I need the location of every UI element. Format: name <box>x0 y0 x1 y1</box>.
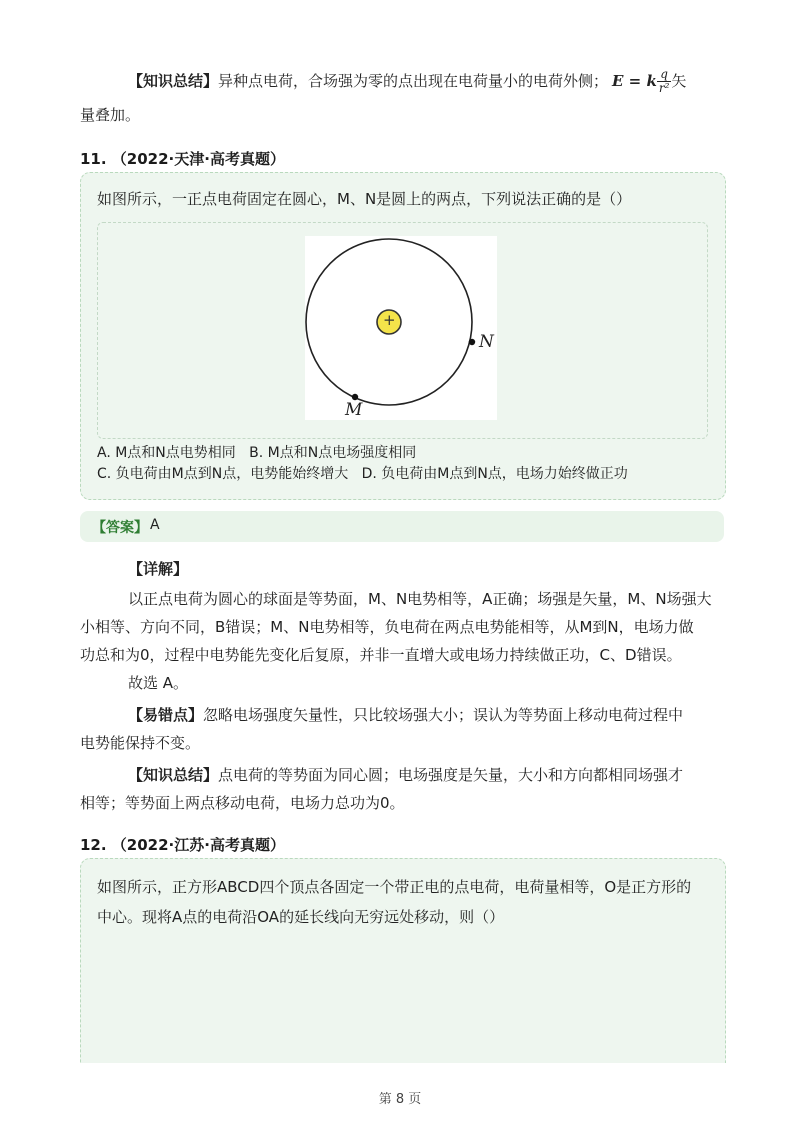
charge-plus-sign: + <box>383 311 396 329</box>
question-11-stem: 如图所示，一正点电荷固定在圆心，M、N是圆上的两点，下列说法正确的是（） <box>97 190 632 208</box>
knowledge-summary-text-1: 点电荷的等势面为同心圆；电场强度是矢量，大小和方向都相同场强才 <box>218 766 684 784</box>
question-12-header: 12. （2022·江苏·高考真题） <box>80 836 285 854</box>
choose-line: 故选 A。 <box>128 674 189 692</box>
question-11-options-row-2: C. 负电荷由M点到N点，电势能始终增大 D. 负电荷由M点到N点，电场力始终做正功 <box>97 466 628 482</box>
error-text-1: 忽略电场强度矢量性，只比较场强大小；误认为等势面上移动电荷过程中 <box>203 706 684 724</box>
detail-line-2: 小相等、方向不同，B错误；M、N电势相等，负电荷在两点电势能相等，从M到N，电场力做 <box>80 618 694 636</box>
label-n: N <box>479 332 494 352</box>
top-summary-line-1 <box>128 66 728 96</box>
top-summary-line-2: 量叠加。 <box>80 106 141 124</box>
detail-line-1: 以正点电荷为圆心的球面是等势面，M、N电势相等，A正确；场强是矢量，M、N场强大 <box>128 590 712 608</box>
detail-label: 【详解】 <box>128 560 189 578</box>
formula-numerator: q <box>657 68 672 82</box>
point-n-dot <box>469 339 475 345</box>
summary-label: 【知识总结】 <box>128 72 219 90</box>
formula-lhs: E = k <box>612 72 657 90</box>
knowledge-summary-label: 【知识总结】 <box>128 766 219 784</box>
question-11-header: 11. （2022·天津·高考真题） <box>80 150 285 168</box>
circle-diagram <box>305 236 497 420</box>
summary-text: 异种点电荷，合场强为零的点出现在电荷量小的电荷外侧； <box>218 72 609 90</box>
question-12-stem-line-2: 中心。现将A点的电荷沿OA的延长线向无穷远处移动，则（） <box>97 908 505 926</box>
detail-line-3: 功总和为0，过程中电势能先变化后复原，并非一直增大或电场力持续做正功，C、D错误。 <box>80 646 682 664</box>
answer-label: 【答案】 <box>92 520 148 536</box>
error-line-1 <box>128 700 683 730</box>
answer-bar <box>80 511 724 542</box>
page-number: 第 8 页 <box>378 1092 422 1107</box>
question-11-options-row-1: A. M点和N点电势相同 B. M点和N点电场强度相同 <box>97 445 417 461</box>
error-line-2: 电势能保持不变。 <box>80 734 201 752</box>
answer-value: A <box>150 517 160 533</box>
circle-figure <box>305 236 497 420</box>
knowledge-summary-line-1 <box>128 760 683 790</box>
summary-tail-1: 矢 <box>671 72 687 90</box>
formula-fraction <box>657 68 672 95</box>
label-m: M <box>345 400 363 420</box>
question-12-stem-line-1: 如图所示，正方形ABCD四个顶点各固定一个带正电的点电荷，电荷量相等，O是正方形的 <box>97 878 692 896</box>
formula-denominator: r² <box>658 81 670 95</box>
error-label: 【易错点】 <box>128 706 204 724</box>
knowledge-summary-line-2: 相等；等势面上两点移动电荷，电场力总功为0。 <box>80 794 405 812</box>
